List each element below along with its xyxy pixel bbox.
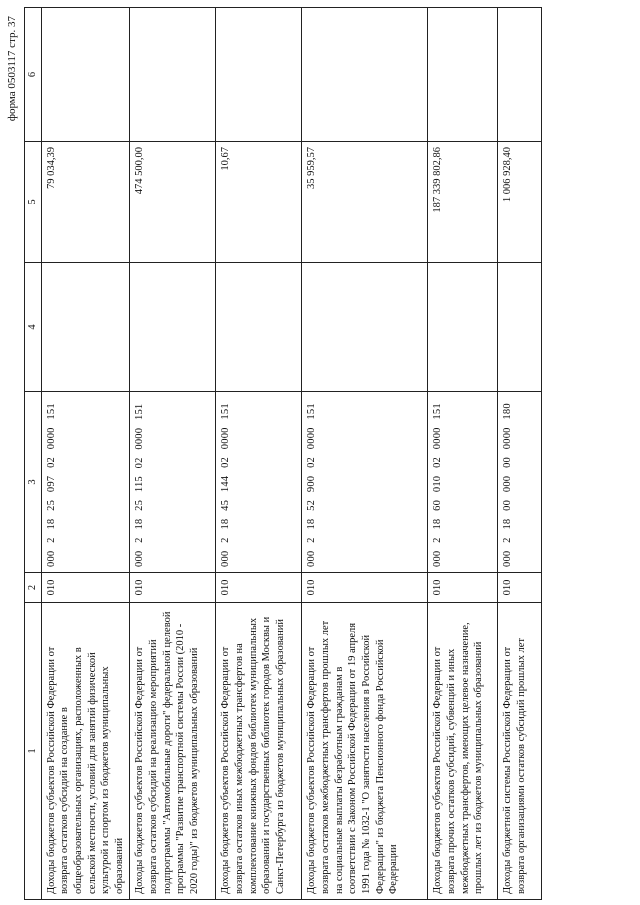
table-row [498, 8, 542, 900]
unexecuted-amount-cell [41, 8, 130, 142]
table-row [428, 8, 498, 900]
executed-amount-cell: 1 006 928,40 [498, 142, 542, 263]
column-number: 4 [25, 263, 42, 392]
executed-amount-cell: 187 339 802,86 [428, 142, 498, 263]
budget-classification-code: 000 2 18 52 900 02 0000 151 [302, 392, 428, 573]
line-code: 010 [130, 573, 216, 603]
executed-amount-cell: 474 500,00 [130, 142, 216, 263]
table-row [130, 8, 216, 900]
unexecuted-amount-cell [498, 8, 542, 142]
line-code: 010 [41, 573, 130, 603]
executed-amount-cell: 35 959,57 [302, 142, 428, 263]
income-description: Доходы бюджетов субъектов Российской Федерации от возврата остатков субсидий на реализацию мероприятий подпрограммы "Автомобильные дороги" федеральной целевой программы "Развитие транспортной системы России (2010 - 2020 годы)" из бюджетов муниципальных образований [130, 603, 216, 900]
column-number-row [25, 8, 42, 900]
budget-classification-code: 000 2 18 00 000 00 0000 180 [498, 392, 542, 573]
income-description: Доходы бюджетов субъектов Российской Федерации от возврата прочих остатков субсидий, субвенций и иных межбюджетных трансфертов, имеющих целевое назначение, прошлых лет из бюджетов муниципальных образований [428, 603, 498, 900]
column-number: 5 [25, 142, 42, 263]
column-number: 1 [25, 603, 42, 900]
approved-amount-cell [428, 263, 498, 392]
unexecuted-amount-cell [216, 8, 302, 142]
approved-amount-cell [216, 263, 302, 392]
income-description: Доходы бюджетов субъектов Российской Федерации от возврата остатков иных межбюджетных трансфертов на комплектование книжных фондов библиотек муниципальных образований и государственных библиотек городов Москвы и Санкт-Петербурга из бюджетов муниципальных образований [216, 603, 302, 900]
column-number: 3 [25, 392, 42, 573]
approved-amount-cell [302, 263, 428, 392]
executed-amount-cell: 10,67 [216, 142, 302, 263]
line-code: 010 [302, 573, 428, 603]
budget-income-table [24, 7, 542, 900]
table-row [302, 8, 428, 900]
table-row [216, 8, 302, 900]
income-description: Доходы бюджетной системы Российской Федерации от возврата организациями остатков субсидий прошлых лет [498, 603, 542, 900]
table-row [41, 8, 130, 900]
form-reference: форма 0503117 стр. 37 [6, 16, 18, 122]
approved-amount-cell [498, 263, 542, 392]
line-code: 010 [428, 573, 498, 603]
budget-classification-code: 000 2 18 60 010 02 0000 151 [428, 392, 498, 573]
column-number: 6 [25, 8, 42, 142]
approved-amount-cell [130, 263, 216, 392]
unexecuted-amount-cell [130, 8, 216, 142]
executed-amount-cell: 79 034,39 [41, 142, 130, 263]
line-code: 010 [498, 573, 542, 603]
column-number: 2 [25, 573, 42, 603]
budget-classification-code: 000 2 18 25 115 02 0000 151 [130, 392, 216, 573]
income-description: Доходы бюджетов субъектов Российской Федерации от возврата остатков межбюджетных трансфертов прошлых лет на социальные выплаты безработным гражданам в соответствии с Законом Российской Федерации от 19 апреля 1991 года № 1032-1 "О занятости населения в Российской Федерации" из бюджета Пенсионного фонда Российской Федерации [302, 603, 428, 900]
unexecuted-amount-cell [302, 8, 428, 142]
budget-classification-code: 000 2 18 25 097 02 0000 151 [41, 392, 130, 573]
income-description: Доходы бюджетов субъектов Российской Федерации от возврата остатков субсидий на создание в общеобразовательных организациях, расположенных в сельской местности, условий для занятий физической культурой и спортом из бюджетов муниципальных образований [41, 603, 130, 900]
unexecuted-amount-cell [428, 8, 498, 142]
budget-classification-code: 000 2 18 45 144 02 0000 151 [216, 392, 302, 573]
line-code: 010 [216, 573, 302, 603]
approved-amount-cell [41, 263, 130, 392]
